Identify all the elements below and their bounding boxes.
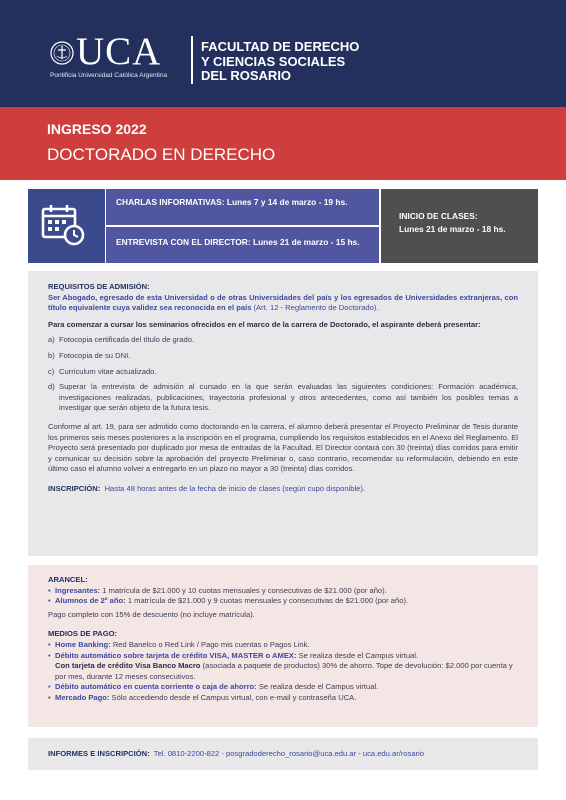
payment-home-banking — [48, 640, 518, 651]
header-band — [0, 0, 566, 107]
payment-label: Débito automático sobre tarjeta de crédito VISA, MASTER o AMEX: — [55, 650, 297, 660]
class-start-box — [381, 189, 538, 263]
requirements-intro: Para comenzar a cursar los seminarios ofrecidos en el marco de la carrera de Doctorado, el aspirante deberá presentar: — [48, 319, 481, 329]
fees-panel — [28, 565, 538, 727]
uca-logo-subtitle: Pontificia Universidad Católica Argentina — [50, 72, 168, 79]
requirement-item-c — [48, 367, 518, 378]
requirements-heading: REQUISITOS DE ADMISIÓN: — [48, 282, 150, 291]
fee-text: 1 matrícula de $21.000 y 9 cuotas mensuales y consecutivas de $21.000 (por año). — [125, 596, 409, 606]
fee-item-new-students — [48, 586, 518, 597]
payment-text: Se realiza desde el Campus virtual. — [256, 682, 379, 692]
faculty-name — [201, 40, 441, 84]
enrollment-line — [48, 484, 518, 495]
requirement-text: Fotocopia de su DNI. — [59, 350, 131, 360]
requirements-lead-reference: (Art. 12 - Reglamento de Doctorado). — [251, 303, 379, 313]
requirement-letter: b) — [48, 350, 55, 360]
header-divider — [191, 36, 193, 84]
payment-account-debit — [48, 682, 518, 693]
payment-text: (asociada a paquete de productos) 30% de ahorro. Tope de devolución: $2.000 por cuenta y por mes, durante 12 meses consecutivos. — [55, 661, 513, 681]
fees-heading: ARANCEL: — [48, 575, 88, 584]
payment-label: Mercado Pago: — [55, 692, 110, 702]
requirement-letter: a) — [48, 335, 55, 345]
requirement-item-b — [48, 351, 518, 362]
calendar-clock-icon — [41, 203, 87, 247]
fee-label: Ingresantes: — [55, 585, 101, 595]
director-interview-banner: ENTREVISTA CON EL DIRECTOR: Lunes 21 de marzo - 15 hs. — [106, 227, 379, 263]
faculty-line-3: DEL ROSARIO — [201, 68, 292, 83]
payment-methods-heading: MEDIOS DE PAGO: — [48, 629, 118, 639]
faculty-line-1: FACULTAD DE DERECHO — [201, 39, 360, 54]
requirements-panel — [28, 271, 538, 556]
project-paragraph: Conforme al art. 19, para ser admitido como doctorando en la carrera, el alumno deberá presentar el Proyecto Preliminar de Tesis durante los primeros seis meses posteriores a la inscripción en el programa, cumpliendo los requisitos establecidos en el Anexo del Reglamento. El Proyecto será presentado por duplicado por mesa de entradas de la Facultad. El Director contará con 30 (treinta) días corridos para emitir y comunicar su decisión sobre la aprobación del proyecto Preliminar o, caso contrario, recomendar su reformulación, debiendo en este último caso el alumno volver a entregarlo en un plazo no mayor a 30 (treinta) días corridos. — [48, 421, 518, 474]
fee-item-second-year — [48, 596, 518, 607]
class-start-label: INICIO DE CLASES: — [399, 211, 478, 221]
requirement-text: Fotocopia certificada del título de grado. — [59, 335, 195, 345]
requirement-letter: d) — [48, 382, 55, 392]
fee-discount-note: Pago completo con 15% de descuento (no incluye matrícula). — [48, 609, 255, 619]
fee-label: Alumnos de 2º año: — [55, 596, 126, 606]
admission-year-title: INGRESO 2022 — [47, 121, 147, 137]
contact-details[interactable]: Tel. 0810-2200-822 - posgradoderecho_rosario@uca.edu.ar - uca.edu.ar/rosario — [153, 749, 425, 758]
payment-mercado-pago — [48, 693, 518, 704]
requirements-lead — [48, 293, 518, 314]
info-sessions-banner: CHARLAS INFORMATIVAS: Lunes 7 y 14 de marzo - 19 hs. — [106, 189, 379, 225]
payment-macro — [48, 661, 518, 682]
uca-seal-icon — [50, 40, 74, 66]
faculty-line-2: Y CIENCIAS SOCIALES — [201, 53, 346, 69]
contact-label: INFORMES E INSCRIPCIÓN: — [48, 749, 150, 758]
payment-credit-card — [48, 651, 518, 662]
requirements-lead-text: Ser Abogado, egresado de esta Universidad o de otras Universidades del país y los egresados de Universidades extranjeras, con título equivalente cuya validez sea reconocida en el país — [48, 292, 518, 313]
program-title: DOCTORADO EN DERECHO — [47, 145, 276, 164]
payment-text: Se realiza desde el Campus virtual. — [296, 650, 419, 660]
fee-text: 1 matrícula de $21.000 y 10 cuotas mensuales y consecutivas de $21.000 (por año). — [100, 585, 387, 595]
requirement-text: Superar la entrevista de admisión al cursado en la que serán evaluadas las siguientes condiciones: Formación académica, investigaciones realizadas, publicaciones, trayectoria profesional y otros antecedentes, como así también los posibles temas a investigar que serán objeto de la futura tesis. — [59, 382, 518, 413]
title-band — [0, 107, 566, 180]
class-start-date: Lunes 21 de marzo - 18 hs. — [399, 224, 506, 234]
enrollment-text: Hasta 48 horas antes de la fecha de inicio de clases (según cupo disponible). — [104, 483, 366, 493]
payment-label: Débito automático en cuenta corriente o caja de ahorro: — [55, 682, 257, 692]
payment-text: Sólo accediendo desde el Campus virtual, con e-mail y contraseña UCA. — [109, 692, 357, 702]
calendar-box — [28, 189, 105, 263]
payment-label: Con tarjeta de crédito Visa Banco Macro — [55, 661, 201, 671]
payment-text: Red Banelco o Red Link / Pago mis cuentas o Pagos Link. — [110, 639, 310, 649]
requirement-text: Curriculum vitae actualizado. — [59, 366, 157, 376]
enrollment-label: INSCRIPCIÓN: — [48, 483, 101, 493]
contact-bar — [28, 738, 538, 770]
payment-label: Home Banking: — [55, 639, 111, 649]
requirement-item-d — [48, 382, 518, 414]
uca-logo-text: UCA — [76, 30, 162, 73]
requirement-item-a — [48, 335, 518, 346]
requirement-letter: c) — [48, 366, 55, 376]
